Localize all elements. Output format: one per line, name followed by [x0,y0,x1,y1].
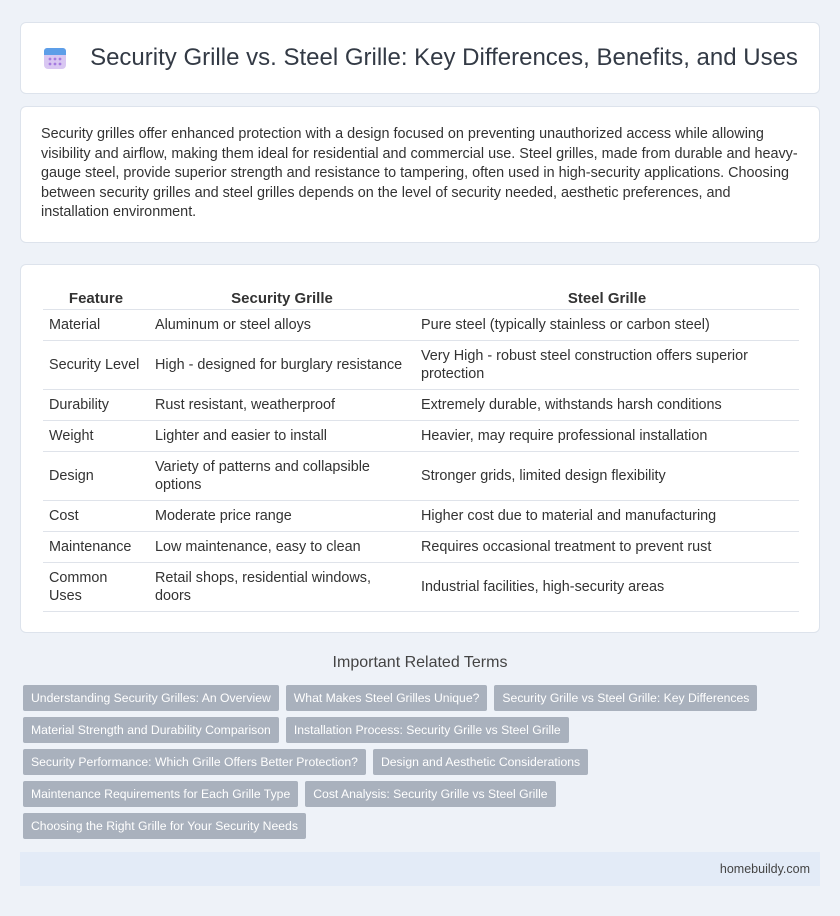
related-term-link[interactable]: Choosing the Right Grille for Your Security Needs [23,813,306,839]
related-term-link[interactable]: Security Performance: Which Grille Offers Better Protection? [23,749,366,775]
security-grille-cell: Lighter and easier to install [149,420,415,451]
feature-cell: Weight [43,420,149,451]
feature-cell: Cost [43,500,149,531]
related-term-link[interactable]: Design and Aesthetic Considerations [373,749,588,775]
steel-grille-cell: Very High - robust steel construction offers superior protection [415,340,799,389]
table-row [43,309,799,340]
security-grille-cell: Rust resistant, weatherproof [149,389,415,420]
column-header-steel-grille: Steel Grille [415,285,799,309]
steel-grille-cell: Extremely durable, withstands harsh conditions [415,389,799,420]
steel-grille-cell: Requires occasional treatment to prevent rust [415,531,799,562]
calendar-icon [42,45,68,71]
header-card [20,22,820,94]
intro-paragraph: Security grilles offer enhanced protection with a design focused on preventing unauthorized access while allowing visibility and airflow, making them ideal for residential and commercial use. Steel grilles, made from durable and heavy-gauge steel, provide superior strength and resistance to tampering, often used in high-security applications. Choosing between security grilles and steel grilles depends on the level of security needed, aesthetic preferences, and installation environment. [41,126,798,221]
intro-card [20,106,820,243]
related-terms [23,685,823,845]
steel-grille-cell: Heavier, may require professional installation [415,420,799,451]
security-grille-cell: Low maintenance, easy to clean [149,531,415,562]
column-header-security-grille: Security Grille [149,285,415,309]
feature-cell: Design [43,451,149,500]
comparison-table [43,285,799,612]
related-terms-row [23,781,823,807]
related-terms-row [23,749,823,775]
page-title: Security Grille vs. Steel Grille: Key Differences, Benefits, and Uses [90,44,798,71]
security-grille-cell: Variety of patterns and collapsible options [149,451,415,500]
security-grille-cell: Aluminum or steel alloys [149,309,415,340]
table-row [43,389,799,420]
column-header-feature: Feature [43,285,149,309]
security-grille-cell: Retail shops, residential windows, doors [149,562,415,611]
feature-cell: Common Uses [43,562,149,611]
related-term-link[interactable]: Cost Analysis: Security Grille vs Steel Grille [305,781,555,807]
footer-site-name: homebuildy.com [719,862,810,876]
related-terms-title: Important Related Terms [332,654,508,671]
feature-cell: Security Level [43,340,149,389]
related-term-link[interactable]: Installation Process: Security Grille vs Steel Grille [286,717,569,743]
table-row [43,500,799,531]
feature-cell: Durability [43,389,149,420]
comparison-table-card [20,264,820,633]
related-terms-row [23,685,823,711]
table-row [43,340,799,389]
related-terms-row [23,813,823,839]
table-row [43,562,799,611]
related-term-link[interactable]: Maintenance Requirements for Each Grille Type [23,781,298,807]
related-term-link[interactable]: Security Grille vs Steel Grille: Key Differences [494,685,757,711]
steel-grille-cell: Stronger grids, limited design flexibility [415,451,799,500]
feature-cell: Maintenance [43,531,149,562]
footer [20,852,820,886]
table-row [43,451,799,500]
table-header-row [43,285,799,309]
related-term-link[interactable]: What Makes Steel Grilles Unique? [286,685,488,711]
table-row [43,420,799,451]
security-grille-cell: High - designed for burglary resistance [149,340,415,389]
steel-grille-cell: Higher cost due to material and manufacturing [415,500,799,531]
steel-grille-cell: Pure steel (typically stainless or carbon steel) [415,309,799,340]
security-grille-cell: Moderate price range [149,500,415,531]
steel-grille-cell: Industrial facilities, high-security areas [415,562,799,611]
related-term-link[interactable]: Material Strength and Durability Comparison [23,717,279,743]
related-term-link[interactable]: Understanding Security Grilles: An Overview [23,685,279,711]
feature-cell: Material [43,309,149,340]
related-terms-row [23,717,823,743]
table-row [43,531,799,562]
